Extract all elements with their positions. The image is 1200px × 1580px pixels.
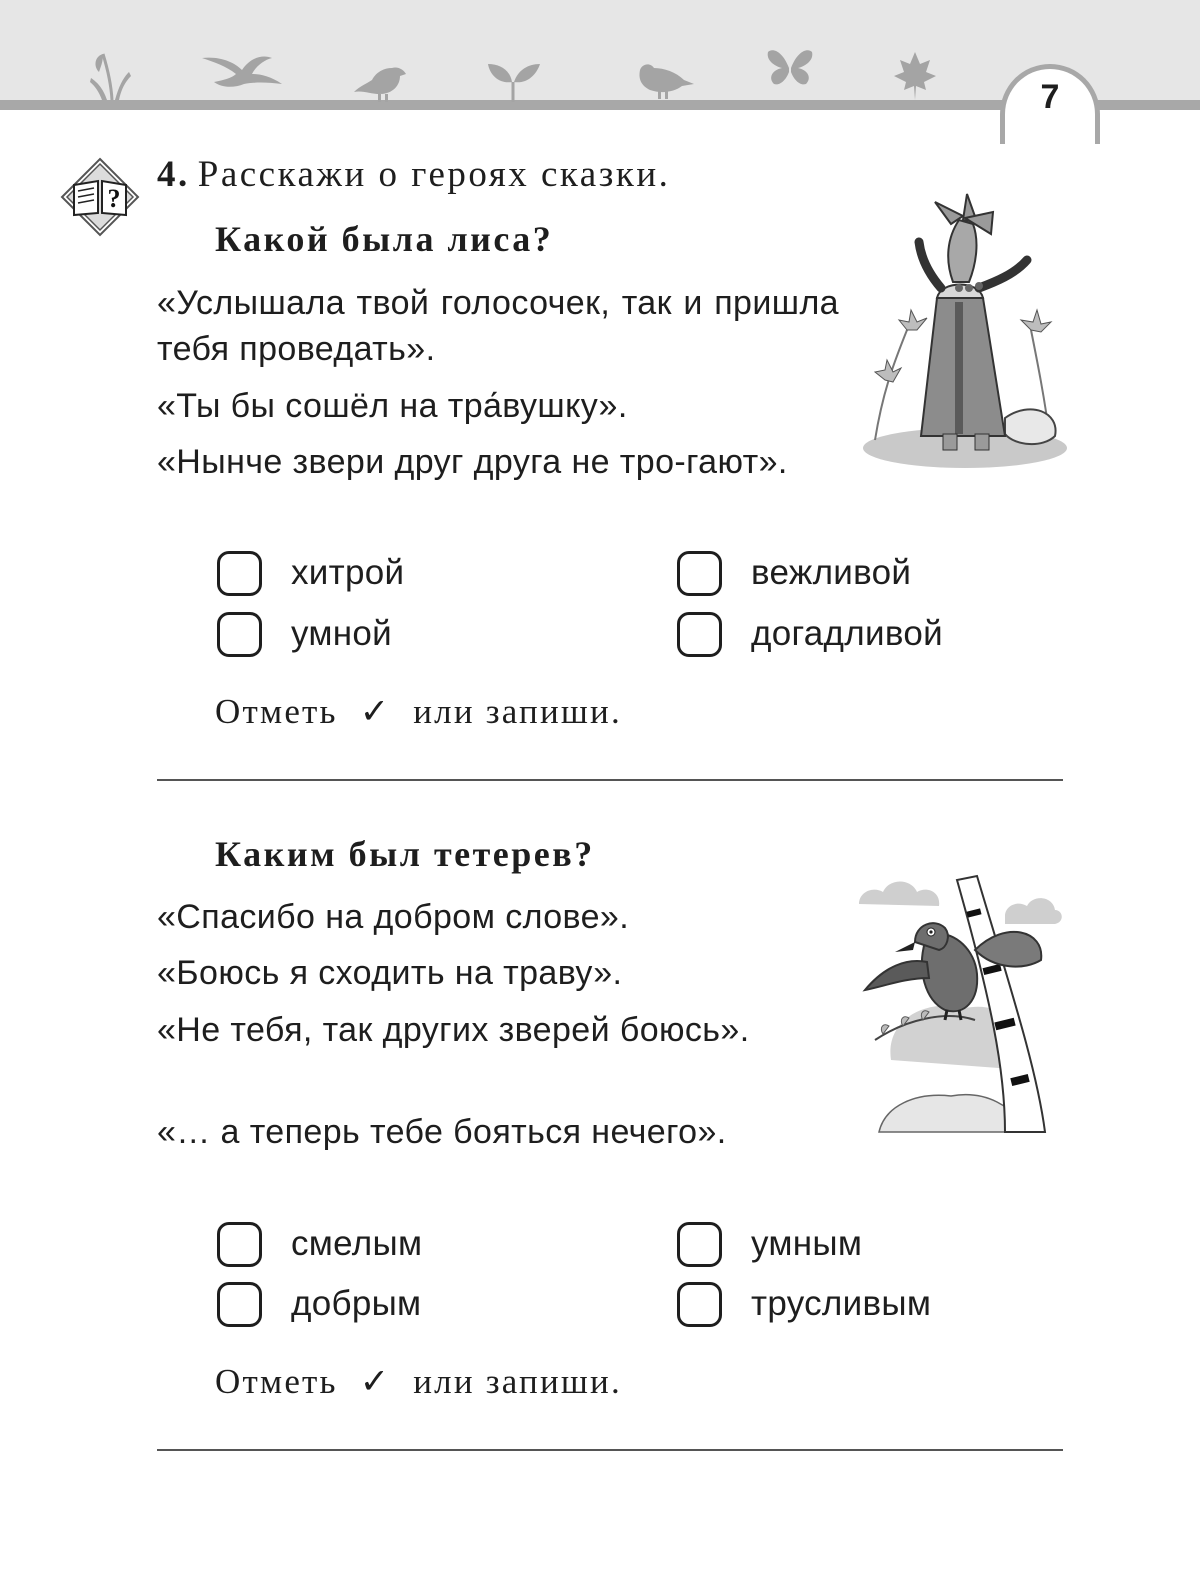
task-number: 4. bbox=[157, 154, 190, 195]
fox-illustration bbox=[855, 190, 1070, 470]
fox-quote-2: «Ты бы сошёл на тра́вушку». bbox=[157, 387, 628, 425]
grouse-option-checkbox-1[interactable] bbox=[217, 1222, 262, 1267]
fox-instruction-mark-text: Отметь bbox=[215, 692, 338, 731]
grouse-option-label-1: смелым bbox=[291, 1224, 423, 1263]
sparrow-icon bbox=[630, 60, 696, 100]
small-bird-icon bbox=[352, 62, 408, 102]
section-divider bbox=[157, 779, 1063, 781]
maple-leaf-icon bbox=[892, 50, 938, 102]
fox-quote-1: «Услышала твой голосочек, так и пришла тебя проведать». bbox=[157, 284, 839, 368]
grouse-option-checkbox-3[interactable] bbox=[217, 1282, 262, 1327]
fox-option-label-2: вежливой bbox=[751, 553, 912, 592]
grouse-question: Каким был тетерев? bbox=[215, 834, 595, 874]
grouse-option-label-2: умным bbox=[751, 1224, 863, 1263]
fox-question: Какой была лиса? bbox=[215, 219, 554, 259]
grouse-option-label-3: добрым bbox=[291, 1284, 422, 1323]
fox-option-label-1: хитрой bbox=[291, 553, 405, 592]
grouse-instruction-mark-text: Отметь bbox=[215, 1362, 338, 1401]
fox-option-checkbox-2[interactable] bbox=[677, 551, 722, 596]
fox-option-checkbox-4[interactable] bbox=[677, 612, 722, 657]
fox-instruction bbox=[215, 692, 622, 732]
grouse-option-checkbox-4[interactable] bbox=[677, 1282, 722, 1327]
task-title-text: Расскажи о героях сказки. bbox=[197, 154, 671, 195]
flying-bird-icon bbox=[200, 50, 285, 92]
grouse-quote-2: «Боюсь я сходить на траву». bbox=[157, 954, 623, 992]
fox-option-checkbox-1[interactable] bbox=[217, 551, 262, 596]
grouse-quote-3: «Не тебя, так других зверей боюсь». bbox=[157, 1011, 750, 1049]
fox-option-label-3: умной bbox=[291, 614, 393, 653]
fox-option-checkbox-3[interactable] bbox=[217, 612, 262, 657]
grouse-option-checkbox-2[interactable] bbox=[677, 1222, 722, 1267]
grouse-quote-4: «… а теперь тебе бояться нечего». bbox=[157, 1113, 727, 1151]
bottom-divider bbox=[157, 1449, 1063, 1451]
grouse-option-label-4: трусливым bbox=[751, 1284, 932, 1323]
checkmark-icon: ✓ bbox=[359, 692, 392, 732]
sprout-icon bbox=[486, 60, 542, 102]
fox-option-label-4: догадливой bbox=[751, 614, 943, 653]
checkmark-icon: ✓ bbox=[359, 1362, 392, 1402]
page-number: 7 bbox=[1040, 78, 1060, 116]
book-question-icon bbox=[60, 157, 140, 237]
svg-text:?: ? bbox=[107, 184, 121, 213]
fox-instruction-write-text: или запиши. bbox=[413, 692, 622, 731]
fox-quote-3: «Нынче звери друг друга не тро-гают». bbox=[157, 443, 788, 481]
grouse-illustration bbox=[855, 870, 1065, 1140]
grouse-quote-1: «Спасибо на добром слове». bbox=[157, 898, 630, 936]
butterfly-icon bbox=[766, 44, 814, 92]
snowdrop-icon bbox=[85, 42, 140, 102]
grouse-instruction-write-text: или запиши. bbox=[413, 1362, 622, 1401]
grouse-instruction bbox=[215, 1362, 622, 1402]
task-title bbox=[157, 153, 670, 196]
